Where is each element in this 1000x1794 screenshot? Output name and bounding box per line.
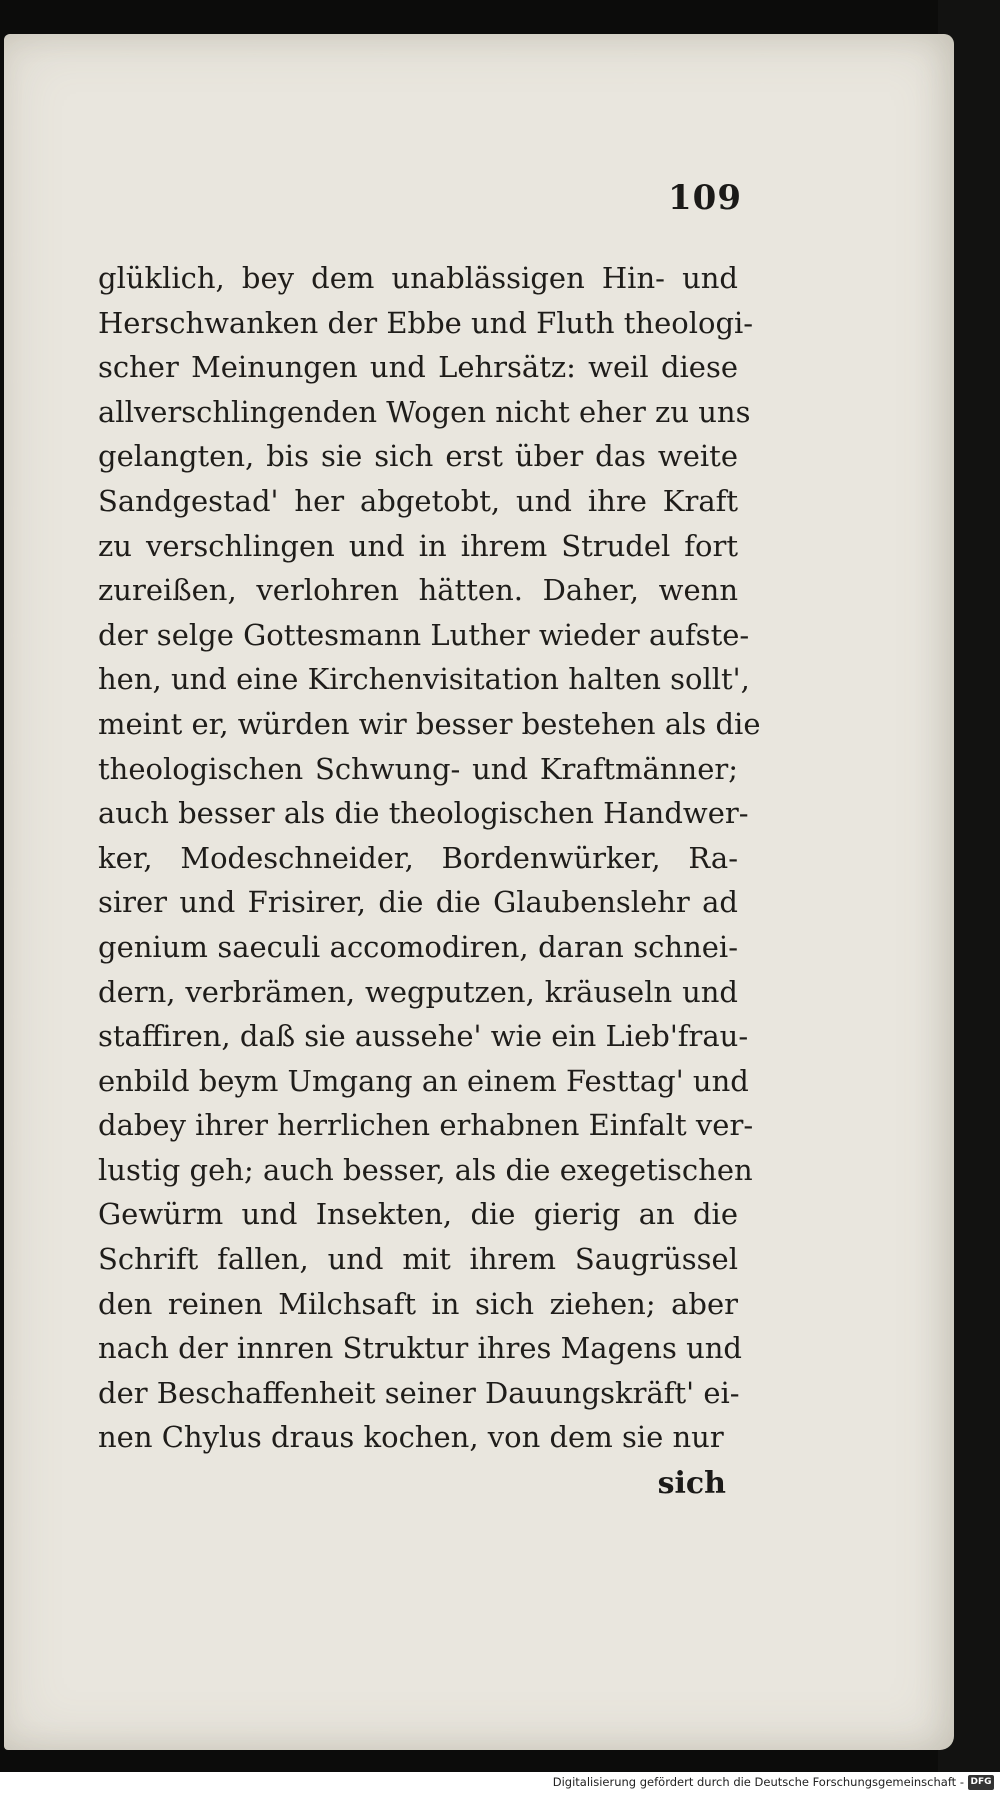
text-line: auch besser als die theologischen Handwer- — [98, 796, 749, 831]
text-line: Herschwanken der Ebbe und Fluth theologi- — [98, 305, 754, 340]
body-text — [98, 256, 761, 1460]
text-line: enbild beym Umgang an einem Festtag' und — [98, 1063, 749, 1098]
text-line: dabey ihrer herrlichen erhabnen Einfalt ver- — [98, 1108, 754, 1143]
text-line: hen, und eine Kirchenvisitation halten sollt', — [98, 662, 750, 697]
text-line: theologischen Schwung- und Kraftmänner; — [98, 751, 738, 786]
catchword: sich — [657, 1466, 726, 1501]
text-line: ker, Modeschneider, Bordenwürker, Ra- — [98, 840, 738, 875]
text-line: Sandgestad' her abgetobt, und ihre Kraft — [98, 483, 738, 518]
text-line: nach der innren Struktur ihres Magens und — [98, 1331, 742, 1366]
text-line: zu verschlingen und in ihrem Strudel fort — [98, 528, 738, 563]
text-line: dern, verbrämen, wegputzen, kräuseln und — [98, 974, 738, 1009]
text-line: der Beschaffenheit seiner Dauungskräft' ei- — [98, 1375, 740, 1410]
text-line: der selge Gottesmann Luther wieder aufste- — [98, 617, 750, 652]
text-line: den reinen Milchsaft in sich ziehen; aber — [98, 1286, 738, 1321]
text-line: meint er, würden wir besser bestehen als die — [98, 706, 761, 741]
text-line: scher Meinungen und Lehrsätz: weil diese — [98, 350, 738, 385]
text-line: lustig geh; auch besser, als die exegetischen — [98, 1152, 753, 1187]
text-line: nen Chylus draus kochen, von dem sie nur — [98, 1420, 724, 1455]
text-line: gelangten, bis sie sich erst über das weite — [98, 439, 738, 474]
text-line: genium saeculi accomodiren, daran schnei- — [98, 929, 738, 964]
text-line: allverschlingenden Wogen nicht eher zu uns — [98, 394, 751, 429]
text-line: glüklich, bey dem unablässigen Hin- und — [98, 261, 738, 295]
footer-bar — [0, 1772, 1000, 1794]
text-line: zureißen, verlohren hätten. Daher, wenn — [98, 573, 738, 608]
page-number: 109 — [668, 178, 742, 218]
funding-credit: Digitalisierung gefördert durch die Deutsche Forschungsgemeinschaft - — [552, 1775, 964, 1789]
text-line: Schrift fallen, und mit ihrem Saugrüssel — [98, 1242, 738, 1277]
text-line: Gewürm und Insekten, die gierig an die — [98, 1197, 738, 1232]
dfg-logo-icon: DFG — [968, 1775, 994, 1790]
text-line: staffiren, daß sie aussehe' wie ein Lieb'frau- — [98, 1019, 749, 1054]
text-line: sirer und Frisirer, die die Glaubenslehr ad — [98, 885, 738, 920]
